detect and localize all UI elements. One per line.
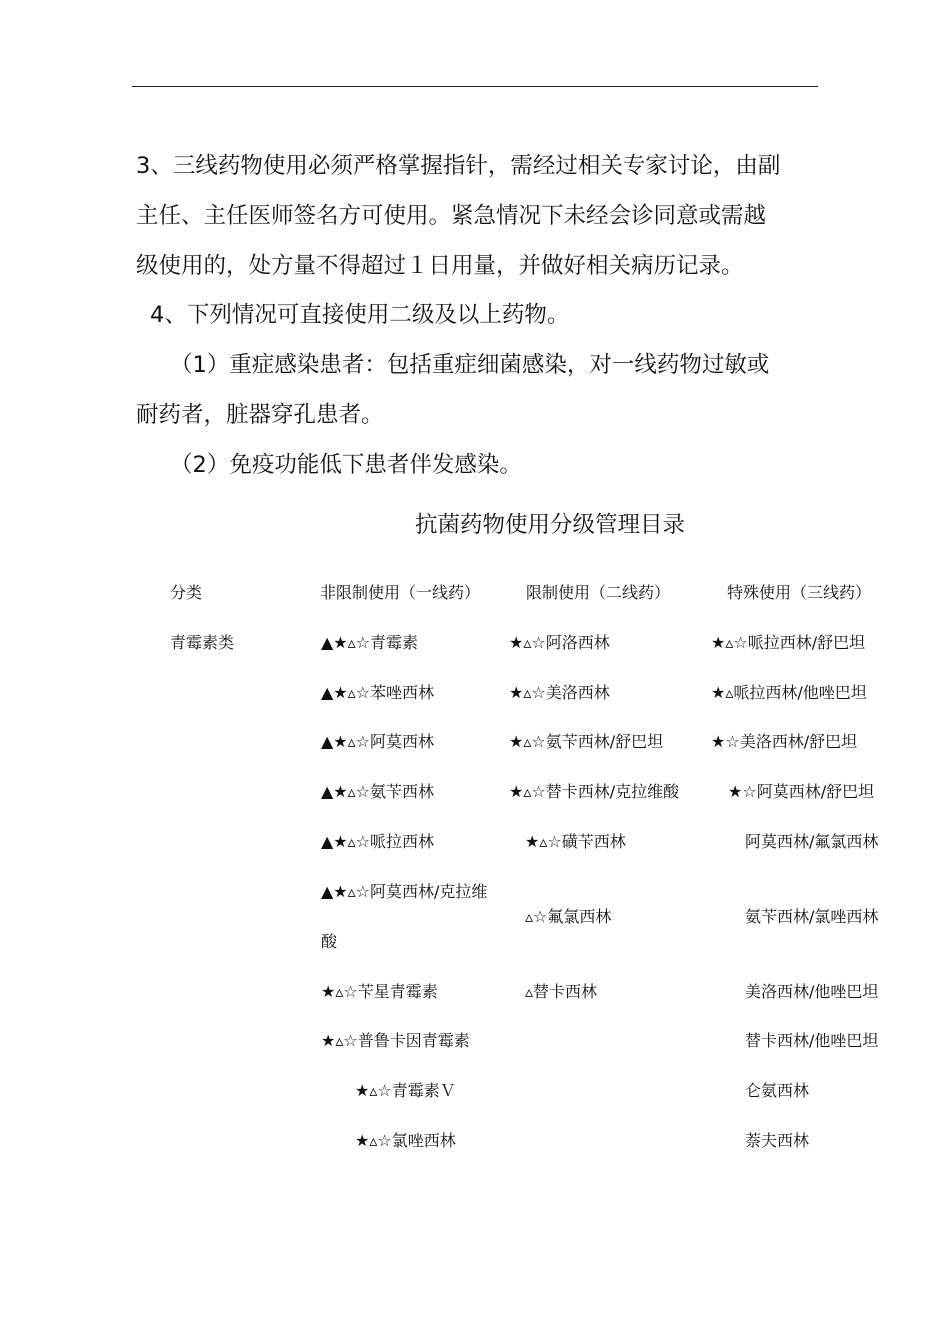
restricted-drug: ★▵☆美洛西林 [509, 683, 610, 702]
unrestricted-drug: ▲★▵☆阿莫西林/克拉维 [321, 882, 488, 901]
special-drug: 美洛西林/他唑巴坦 [745, 982, 879, 1001]
item-1-line-1: （1）重症感染患者：包括重症细菌感染，对一线药物过敏或 [170, 352, 770, 378]
item-1-line-2: 耐药者，脏器穿孔患者。 [136, 402, 384, 428]
restricted-drug: ▵☆氟氯西林 [525, 907, 612, 926]
unrestricted-drug: ▲★▵☆氨苄西林 [321, 782, 435, 801]
special-drug: 氨苄西林/氯唑西林 [745, 907, 879, 926]
restricted-drug: ★▵☆替卡西林/克拉维酸 [509, 782, 680, 801]
header-category: 分类 [170, 583, 203, 602]
unrestricted-drug: ▲★▵☆哌拉西林 [321, 832, 435, 851]
special-drug: ★▵☆哌拉西林/舒巴坦 [711, 633, 866, 652]
unrestricted-drug: ★▵☆氯唑西林 [355, 1131, 456, 1150]
restricted-drug: ★▵☆磺苄西林 [525, 832, 626, 851]
unrestricted-drug: ★▵☆普鲁卡因青霉素 [321, 1031, 470, 1050]
table-title: 抗菌药物使用分级管理目录 [414, 512, 685, 538]
special-drug: ★☆美洛西林/舒巴坦 [711, 732, 858, 751]
unrestricted-drug: ★▵☆青霉素Ｖ [355, 1081, 456, 1100]
header-rule [132, 86, 818, 87]
special-drug: 仑氨西林 [745, 1081, 810, 1100]
special-drug: 替卡西林/他唑巴坦 [745, 1031, 879, 1050]
special-drug: 阿莫西林/氟氯西林 [745, 832, 879, 851]
category-penicillins: 青霉素类 [170, 633, 235, 652]
unrestricted-drug: ★▵☆苄星青霉素 [321, 982, 438, 1001]
restricted-drug: ★▵☆阿洛西林 [509, 633, 610, 652]
header-special: 特殊使用（三线药） [727, 583, 872, 602]
special-drug: 萘夫西林 [745, 1131, 810, 1150]
unrestricted-drug: ▲★▵☆青霉素 [321, 633, 419, 652]
unrestricted-drug: ▲★▵☆苯唑西林 [321, 683, 435, 702]
unrestricted-drug-wrap: 酸 [321, 932, 338, 951]
header-unrestricted: 非限制使用（一线药） [320, 583, 481, 602]
paragraph-3-line-2: 主任、主任医师签名方可使用。紧急情况下未经会诊同意或需越 [136, 203, 767, 229]
special-drug: ★☆阿莫西林/舒巴坦 [728, 782, 875, 801]
paragraph-4: 4、下列情况可直接使用二级及以上药物。 [150, 302, 570, 328]
header-restricted: 限制使用（二线药） [526, 583, 671, 602]
restricted-drug: ★▵☆氨苄西林/舒巴坦 [509, 732, 664, 751]
paragraph-3-line-3: 级使用的，处方量不得超过１日用量，并做好相关病历记录。 [136, 253, 744, 279]
unrestricted-drug: ▲★▵☆阿莫西林 [321, 732, 435, 751]
special-drug: ★▵哌拉西林/他唑巴坦 [711, 683, 867, 702]
paragraph-3-line-1: 3、三线药物使用必须严格掌握指针，需经过相关专家讨论，由副 [136, 153, 781, 179]
restricted-drug: ▵替卡西林 [525, 982, 598, 1001]
item-2: （2）免疫功能低下患者伴发感染。 [170, 452, 522, 478]
